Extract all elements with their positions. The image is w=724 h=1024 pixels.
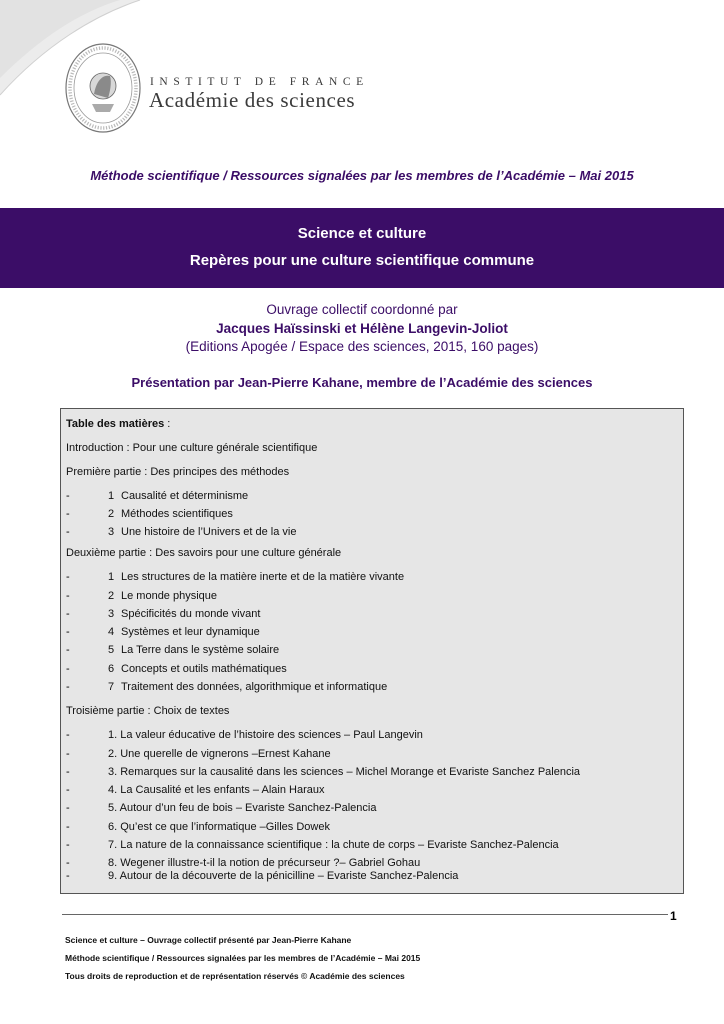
toc-item: 9. Autour de la découverte de la pénicilline – Evariste Sanchez-Palencia (108, 870, 459, 882)
toc-item: 4. La Causalité et les enfants – Alain Haraux (108, 784, 325, 796)
toc-item-number: 4 (108, 626, 115, 638)
toc-dash: - (66, 644, 70, 656)
toc-dash: - (66, 729, 70, 741)
book-subtitle: Repères pour une culture scientifique commune (189, 252, 535, 269)
toc-item: Une histoire de l’Univers et de la vie (121, 526, 297, 538)
toc-item: 1. La valeur éducative de l’histoire des sciences – Paul Langevin (108, 729, 423, 741)
toc-introduction: Introduction : Pour une culture générale scientifique (66, 442, 318, 454)
toc-item: Concepts et outils mathématiques (121, 663, 287, 675)
institut-name: INSTITUT DE FRANCE (150, 76, 369, 88)
footer-line-2: Méthode scientifique / Ressources signalées par les membres de l’Académie – Mai 2015 (65, 953, 421, 963)
toc-title-row (66, 418, 170, 430)
toc-dash: - (66, 784, 70, 796)
toc-dash: - (66, 839, 70, 851)
footer-divider (62, 914, 668, 915)
toc-item: Systèmes et leur dynamique (121, 626, 260, 638)
table-of-contents (60, 408, 684, 894)
toc-item: La Terre dans le système solaire (121, 644, 280, 656)
series-subtitle: Méthode scientifique / Ressources signalées par les membres de l’Académie – Mai 2015 (90, 168, 634, 183)
toc-dash: - (66, 857, 70, 869)
toc-dash: - (66, 508, 70, 520)
toc-item: Le monde physique (121, 590, 218, 602)
toc-item: 7. La nature de la connaissance scientifique : la chute de corps – Evariste Sanchez-Palencia (108, 839, 559, 851)
toc-item: 5. Autour d’un feu de bois – Evariste Sanchez-Palencia (108, 802, 377, 814)
toc-item: Spécificités du monde vivant (121, 608, 261, 620)
presentation-line: Présentation par Jean-Pierre Kahane, membre de l’Académie des sciences (131, 375, 593, 390)
toc-title-suffix: : (164, 418, 171, 430)
toc-part-2: Deuxième partie : Des savoirs pour une culture générale (66, 547, 342, 559)
toc-item-number: 3 (108, 608, 115, 620)
footer-line-1: Science et culture – Ouvrage collectif présenté par Jean-Pierre Kahane (65, 935, 352, 945)
toc-item-number: 3 (108, 526, 115, 538)
title-band (0, 208, 724, 288)
toc-item-number: 1 (108, 571, 115, 583)
toc-item-number: 7 (108, 681, 115, 693)
toc-item: 6. Qu’est ce que l’informatique –Gilles Dowek (108, 821, 330, 833)
toc-item-number: 5 (108, 644, 115, 656)
toc-dash: - (66, 571, 70, 583)
academie-name: Académie des sciences (149, 88, 356, 112)
authors-line: Jacques Haïssinski et Hélène Langevin-Joliot (216, 321, 508, 336)
coordination-line: Ouvrage collectif coordonné par (266, 302, 458, 317)
edition-line: (Editions Apogée / Espace des sciences, 2015, 160 pages) (185, 339, 539, 354)
toc-item: 3. Remarques sur la causalité dans les sciences – Michel Morange et Evariste Sanchez Palencia (108, 766, 581, 778)
toc-item: Méthodes scientifiques (121, 508, 233, 520)
toc-item-number: 2 (108, 508, 115, 520)
toc-dash: - (66, 663, 70, 675)
toc-item-number: 2 (108, 590, 115, 602)
toc-part-1: Première partie : Des principes des méthodes (66, 466, 290, 478)
toc-item: Les structures de la matière inerte et de la matière vivante (121, 571, 405, 583)
toc-item: Traitement des données, algorithmique et informatique (121, 681, 388, 693)
toc-dash: - (66, 681, 70, 693)
toc-item: 2. Une querelle de vignerons –Ernest Kahane (108, 748, 331, 760)
page-number: 1 (670, 909, 677, 923)
toc-dash: - (66, 766, 70, 778)
book-title: Science et culture (297, 225, 427, 242)
toc-dash: - (66, 821, 70, 833)
toc-dash: - (66, 526, 70, 538)
toc-item-number: 1 (108, 490, 115, 502)
toc-title: Table des matières (66, 418, 165, 430)
toc-dash: - (66, 608, 70, 620)
toc-dash: - (66, 590, 70, 602)
toc-dash: - (66, 870, 70, 882)
toc-item: 8. Wegener illustre-t-il la notion de précurseur ?– Gabriel Gohau (108, 857, 421, 869)
academie-seal-logo (64, 42, 142, 134)
toc-dash: - (66, 490, 70, 502)
toc-part-3: Troisième partie : Choix de textes (66, 705, 230, 717)
toc-item-number: 6 (108, 663, 115, 675)
toc-item: Causalité et déterminisme (121, 490, 249, 502)
toc-dash: - (66, 748, 70, 760)
footer-line-3: Tous droits de reproduction et de représentation réservés © Académie des sciences (65, 971, 405, 981)
toc-dash: - (66, 802, 70, 814)
toc-dash: - (66, 626, 70, 638)
